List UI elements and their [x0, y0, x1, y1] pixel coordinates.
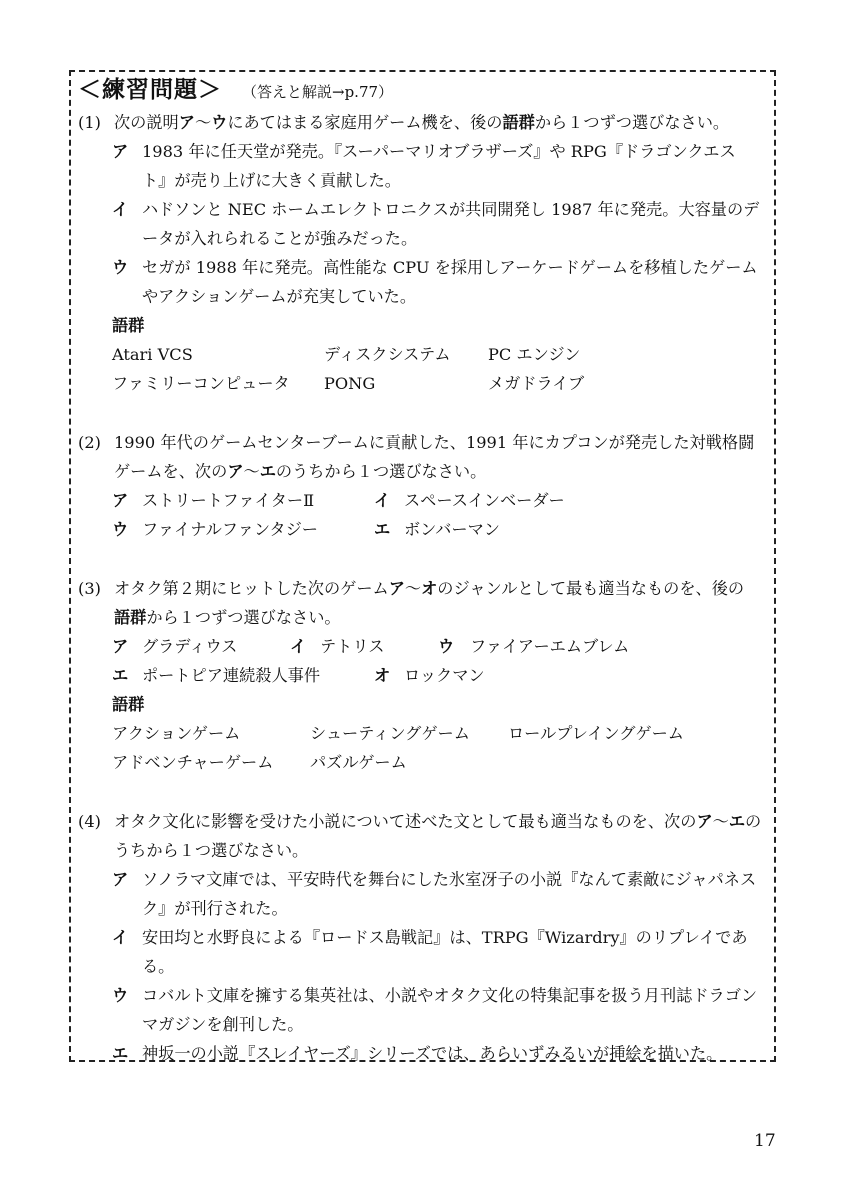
question-number: (2)	[78, 433, 101, 452]
question-4-stem-cont: うちから１つ選びなさい。	[114, 841, 309, 860]
exercise-title: ＜練習問題＞	[78, 77, 222, 103]
option-i: イ 安田均と水野良による『ロードス島戦記』は、TRPG『Wizardry』のリプレイである。	[78, 923, 778, 981]
option-text: ロックマン	[404, 666, 485, 685]
choice-row	[78, 661, 778, 690]
word-bank-row	[78, 719, 778, 748]
choice-row	[78, 632, 778, 661]
option-marker: イ	[112, 928, 129, 947]
option-text: ファイアーエムブレム	[470, 637, 630, 656]
word-bank-label: 語群	[112, 695, 145, 714]
word-bank-item: シューティングゲーム	[310, 724, 470, 743]
spacer	[78, 398, 778, 428]
question-number: (4)	[78, 812, 101, 831]
choice-row	[78, 486, 778, 515]
option-marker: オ	[374, 666, 391, 685]
option-marker: イ	[374, 491, 391, 510]
word-bank-item: アクションゲーム	[112, 724, 241, 743]
option-text: グラディウス	[142, 637, 238, 656]
option-marker: ア	[112, 142, 129, 161]
option-e: エ 神坂一の小説『スレイヤーズ』シリーズでは、あらいずみるいが挿絵を描いた。	[78, 1039, 778, 1068]
question-number: (3)	[78, 579, 101, 598]
question-2-stem: (2) 1990 年代のゲームセンターブームに貢献した、1991 年にカプコンが発売した対戦格闘	[78, 428, 778, 457]
word-bank-item: メガドライブ	[488, 374, 585, 393]
word-bank-item: ファミリーコンピュータ	[112, 374, 290, 393]
question-3-stem-cont: 語群から１つずつ選びなさい。	[114, 608, 341, 627]
option-text: ストリートファイターⅡ	[142, 491, 315, 510]
question-3-stem: (3) オタク第２期にヒットした次のゲームア〜オのジャンルとして最も適当なものを、後の	[78, 574, 778, 603]
option-text: ファイナルファンタジー	[142, 520, 318, 539]
choice-row	[78, 515, 778, 544]
option-u: ウ セガが 1988 年に発売。高性能な CPU を採用しアーケードゲームを移植したゲーム やアクションゲームが充実していた。	[78, 253, 778, 311]
word-bank-row	[78, 369, 778, 398]
option-marker: ウ	[112, 986, 129, 1005]
exercise-header	[78, 72, 778, 108]
option-marker: ウ	[112, 258, 129, 277]
spacer	[78, 544, 778, 574]
option-text: ポートピア連続殺人事件	[142, 666, 321, 685]
option-marker: エ	[112, 1044, 129, 1063]
option-marker: ウ	[112, 520, 129, 539]
option-marker: ウ	[438, 637, 455, 656]
word-bank-item: ディスクシステム	[324, 345, 451, 364]
option-u: ウ コバルト文庫を擁する集英社は、小説やオタク文化の特集記事を扱う月刊誌ドラゴン マガジンを創刊した。	[78, 981, 778, 1039]
option-marker: エ	[374, 520, 391, 539]
word-bank-item: PONG	[324, 374, 376, 393]
page-number: 17	[754, 1131, 776, 1151]
option-text: スペースインベーダー	[404, 491, 565, 510]
word-bank-row	[78, 340, 778, 369]
option-marker: ア	[112, 637, 129, 656]
word-bank-label: 語群	[112, 316, 145, 335]
option-text: ボンバーマン	[404, 520, 500, 539]
answer-reference: （答えと解説→p.77）	[242, 83, 394, 101]
word-bank-item: パズルゲーム	[310, 753, 407, 772]
word-bank-item: PC エンジン	[488, 345, 581, 364]
option-marker: エ	[112, 666, 129, 685]
word-bank-item: ロールプレイングゲーム	[508, 724, 684, 743]
option-marker: ア	[112, 491, 129, 510]
option-marker: イ	[112, 200, 129, 219]
word-bank-item: アドベンチャーゲーム	[112, 753, 274, 772]
option-a: ア ソノラマ文庫では、平安時代を舞台にした氷室冴子の小説『なんて素敵にジャパネス ク』が刊行された。	[78, 865, 778, 923]
option-marker: ア	[112, 870, 129, 889]
question-2-stem-cont: ゲームを、次のア〜エのうちから１つ選びなさい。	[114, 462, 487, 481]
spacer	[78, 777, 778, 807]
option-text: テトリス	[320, 637, 385, 656]
option-a: ア 1983 年に任天堂が発売。『スーパーマリオブラザーズ』や RPG『ドラゴンクエス ト』が売り上げに大きく貢献した。	[78, 137, 778, 195]
exercise-content	[78, 72, 778, 1068]
word-bank-row	[78, 748, 778, 777]
question-4-stem: (4) オタク文化に影響を受けた小説について述べた文として最も適当なものを、次のア〜エの	[78, 807, 778, 836]
option-i: イ ハドソンと NEC ホームエレクトロニクスが共同開発し 1987 年に発売。大容量のデ ータが入れられることが強みだった。	[78, 195, 778, 253]
option-marker: イ	[290, 637, 307, 656]
word-bank-item: Atari VCS	[112, 345, 193, 364]
question-1-stem: (1) 次の説明ア〜ウにあてはまる家庭用ゲーム機を、後の語群から１つずつ選びなさい。	[78, 108, 778, 137]
question-number: (1)	[78, 113, 101, 132]
